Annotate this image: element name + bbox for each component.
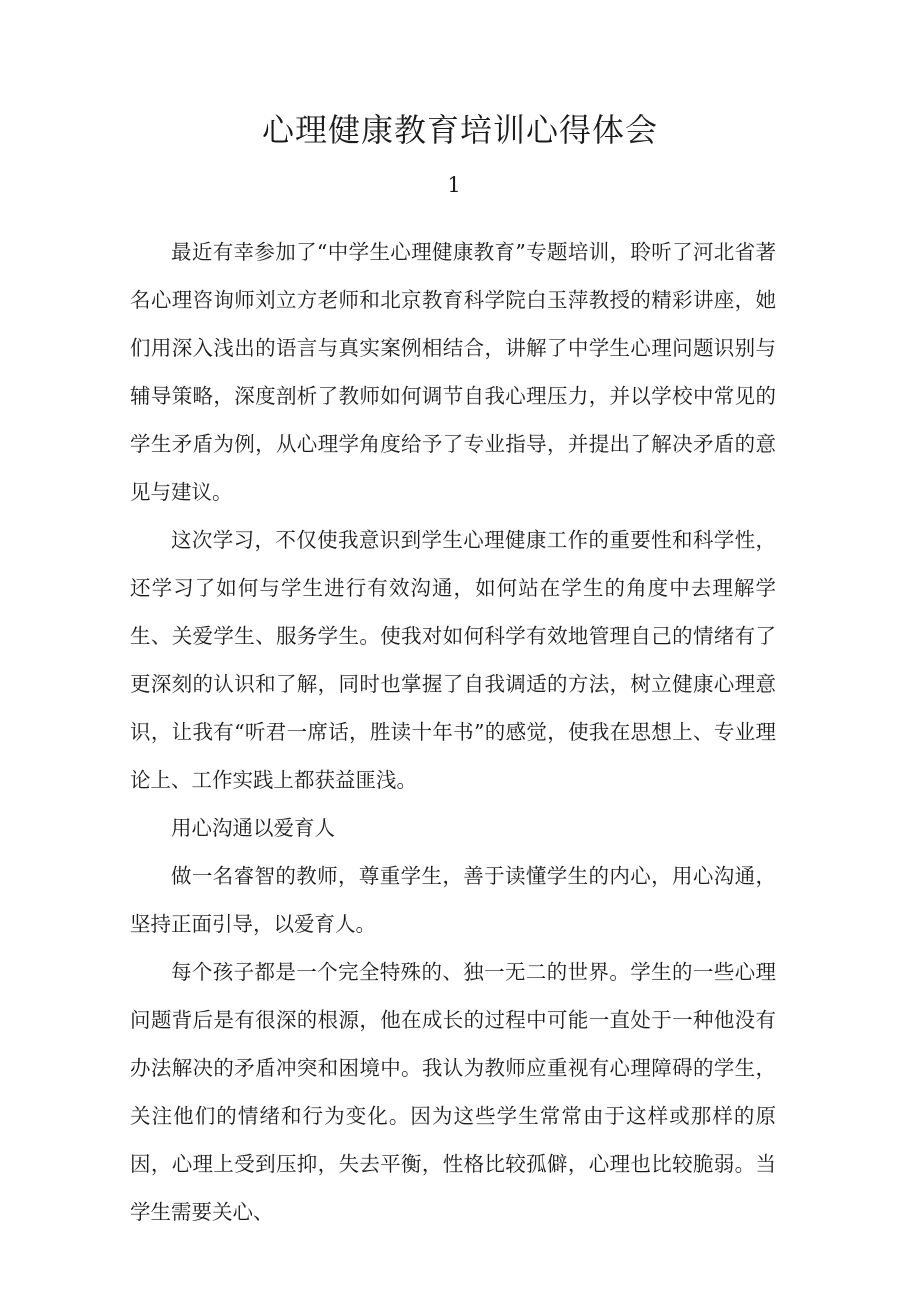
paragraph-reflection: 这次学习，不仅使我意识到学生心理健康工作的重要性和科学性，还学习了如何与学生进行有效沟通，如何站在学生的角度中去理解学生、关爱学生、服务学生。使我对如何科学有效地管理自己的情绪有了更深刻的认识和了解，同时也掌握了自我调适的方法，树立健康心理意识，让我有“听君一席话，胜读十年书”的感觉，使我在思想上、专业理论上、工作实践上都获益匪浅。: [130, 528, 776, 792]
paragraph-intro: 最近有幸参加了“中学生心理健康教育”专题培训，聆听了河北省著名心理咨询师刘立方老师和北京教育科学院白玉萍教授的精彩讲座，她们用深入浅出的语言与真实案例相结合，讲解了中学生心理问题识别与辅导策略，深度剖析了教师如何调节自我心理压力，并以学校中常见的学生矛盾为例，从心理学角度给予了专业指导，并提出了解决矛盾的意见与建议。: [130, 240, 776, 504]
paragraph-teacher-role: 做一名睿智的教师，尊重学生，善于读懂学生的内心，用心沟通，坚持正面引导，以爱育人。: [130, 864, 776, 936]
document-body: [130, 228, 776, 1236]
document-subtitle: 1: [447, 173, 461, 197]
section-heading: 用心沟通以爱育人: [171, 816, 335, 840]
paragraph-student-world: 每个孩子都是一个完全特殊的、独一无二的世界。学生的一些心理问题背后是有很深的根源，他在成长的过程中可能一直处于一种他没有办法解决的矛盾冲突和困境中。我认为教师应重视有心理障碍的学生，关注他们的情绪和行为变化。因为这些学生常常由于这样或那样的原因，心理上受到压抑，失去平衡，性格比较孤僻，心理也比较脆弱。当学生需要关心、: [130, 960, 776, 1224]
document-title: 心理健康教育培训心得体会: [261, 111, 658, 149]
